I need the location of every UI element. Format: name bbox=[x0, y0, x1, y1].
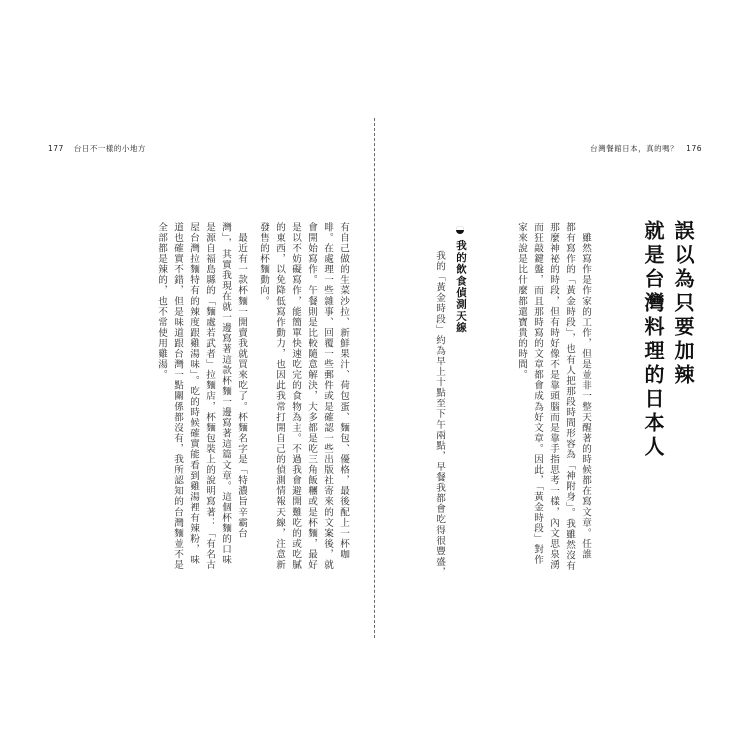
body-text-column: 屋台灣拉麵特有的辣度跟雞湯味」。吃的時候確實能看到雞湯裡有辣粉，味 bbox=[188, 222, 199, 566]
body-text-column: 是以不妨礙寫作，能簡單快速吃完的食物為主。不過我會避開難吃的或吃膩 bbox=[290, 222, 301, 571]
right-running-head bbox=[590, 142, 702, 154]
body-text-column: 的東西，以免降低寫作動力，也因此我常打開自己的偵測情報天線，注意新 bbox=[274, 222, 285, 571]
body-text-column: 最近有一款杯麵一開賣我就買來吃了。杯麵名字是「特濃旨辛霸台 bbox=[236, 222, 247, 539]
chapter-title-line: 誤以為只要加辣 bbox=[671, 220, 695, 388]
left-running-head-text: 台日不一樣的小地方 bbox=[73, 143, 146, 153]
book-spread bbox=[30, 118, 720, 632]
section-subhead: 我的飲食偵測天線 bbox=[455, 240, 467, 334]
page-gutter bbox=[374, 118, 375, 638]
body-text-column: 會開始寫作。午餐則是比較隨意解決，大多都是吃三角飯糰或是杯麵，最好 bbox=[306, 222, 317, 571]
body-text-column: 發售的杯麵動向。 bbox=[258, 222, 269, 307]
body-text-column: 而狂敲鍵盤，而且那時寫的文章都會成為好文章。因此，「黃金時段」對作 bbox=[532, 222, 543, 566]
body-text-column: 啡。在處理一些雜事、回覆一些郵件或是確認一些出版社寄來的文案後，就 bbox=[322, 222, 333, 571]
right-page-number: 176 bbox=[686, 143, 702, 153]
left-page-number: 177 bbox=[48, 143, 64, 153]
body-text-column: 都有寫作的「黃金時段」，也有人把那段時間形容為「神附身」。我雖然沒有 bbox=[564, 222, 575, 572]
body-text-column: 有自己做的生菜沙拉、新鮮果汁、荷包蛋、麵包、優格，最後配上一杯咖 bbox=[338, 222, 349, 560]
body-text-column: 家來說是比什麼都還寶貴的時間。 bbox=[516, 222, 527, 381]
body-text-column: 全部都是辣的，也不常使用雞湯。 bbox=[156, 222, 167, 381]
chapter-title-line: 就是台灣料理的日本人 bbox=[641, 220, 665, 460]
body-text-column: 雖然寫作是作家的工作，但是並非一整天醒著的時候都在寫文章。任誰 bbox=[580, 222, 591, 560]
subhead-bullet-icon bbox=[456, 226, 464, 234]
body-text-column: 那麼神祕的時段，但有時好像不是靠頭腦而是靠手指思考一樣，內文思泉湧 bbox=[548, 222, 559, 571]
body-text-column: 是源自福島縣的「麵處若武者」拉麵店，杯麵包裝上的說明寫著：「有名古 bbox=[204, 222, 215, 571]
body-text-column: 道也確實不錯，但是味道跟台灣一點關係都沒有，我所認知的台灣麵並不是 bbox=[172, 222, 183, 571]
body-text-column: 灣」，其實我現在就一邊寫著這款杯麵一邊寫著這篇文章。這個杯麵的口味 bbox=[220, 222, 231, 566]
left-running-head bbox=[48, 142, 146, 154]
right-running-head-text: 台灣餐館日本，真的嗎？ bbox=[590, 143, 679, 153]
body-text-column: 我的「黃金時段」約為早上十點至下午兩點，早餐我都會吃得很豐盛， bbox=[434, 240, 445, 578]
